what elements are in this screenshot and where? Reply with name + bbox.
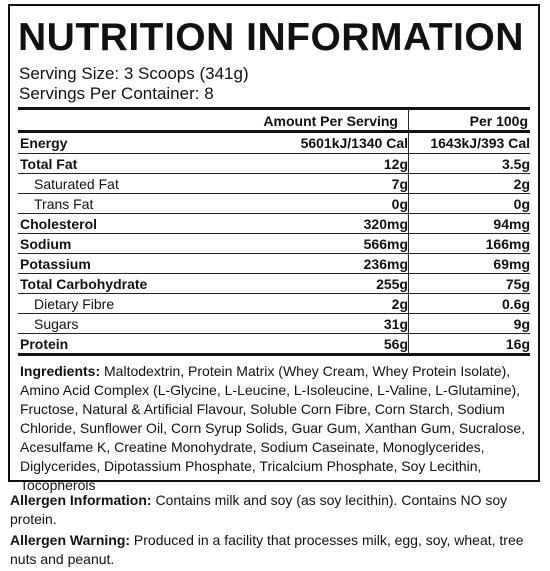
row-value-per-serving: 12g bbox=[383, 156, 408, 172]
allergen-warning bbox=[10, 531, 535, 569]
ingredients-label: Ingredients: bbox=[20, 363, 101, 379]
allergen-information-text: Contains milk and soy (as soy lecithin). Contains NO soy protein. bbox=[10, 492, 508, 527]
table-row bbox=[18, 173, 530, 193]
serving-size: Serving Size: 3 Scoops (341g) bbox=[19, 64, 249, 83]
row-value-per-serving: 0g bbox=[391, 196, 408, 212]
row-label: Sugars bbox=[34, 316, 79, 332]
servings-per-container: Servings Per Container: 8 bbox=[19, 84, 214, 103]
row-value-per-serving: 5601kJ/1340 Cal bbox=[300, 135, 408, 151]
allergen-information-label: Allergen Information: bbox=[10, 492, 152, 508]
table-row bbox=[18, 213, 530, 233]
row-label: Sodium bbox=[20, 236, 72, 252]
table-row bbox=[18, 153, 530, 173]
table-bottom-rule bbox=[18, 353, 530, 356]
row-value-per-serving: 566mg bbox=[363, 236, 408, 252]
table-row bbox=[18, 233, 530, 253]
panel-title: NUTRITION INFORMATION bbox=[18, 16, 524, 59]
row-label: Cholesterol bbox=[20, 216, 98, 232]
allergen-warning-text: Produced in a facility that processes milk, egg, soy, wheat, tree nuts and peanut. bbox=[10, 532, 524, 567]
row-value-per-100g: 2g bbox=[513, 176, 530, 192]
row-value-per-100g: 16g bbox=[505, 336, 530, 352]
row-label: Energy bbox=[20, 135, 68, 151]
row-value-per-100g: 69mg bbox=[493, 256, 530, 272]
row-value-per-100g: 94mg bbox=[493, 216, 530, 232]
column-header-per-serving: Amount Per Serving bbox=[263, 113, 398, 129]
table-row bbox=[18, 253, 530, 273]
table-row bbox=[18, 193, 530, 213]
column-header-per-100g: Per 100g bbox=[469, 113, 528, 129]
row-value-per-100g: 9g bbox=[513, 316, 530, 332]
ingredients-list: Maltodextrin, Protein Matrix (Whey Cream, Whey Protein Isolate), Amino Acid Complex (L-Glycine, L-Leucine, L-Isoleucine, L-Valine, L-Glutamine), Fructose, Natural & Artificial Flavour, Soluble Corn Fibre, Corn Starch, Sodium Chloride, Sunflower Oil, Corn Syrup Solids, Guar Gum, Xanthan Gum, Sucralose, Acesulfame K, Creatine Monohydrate, Sodium Caseinate, Monoglycerides, Diglycerides, Dipotassium Phosphate, Tricalcium Phosphate, Soy Lecithin, Tocopherols bbox=[20, 363, 525, 493]
row-label: Potassium bbox=[20, 256, 91, 272]
table-row bbox=[18, 313, 530, 333]
row-value-per-100g: 3.5g bbox=[501, 156, 530, 172]
table-row bbox=[18, 293, 530, 313]
allergen-warning-label: Allergen Warning: bbox=[10, 532, 131, 548]
nutrition-panel bbox=[8, 4, 540, 493]
row-value-per-serving: 7g bbox=[391, 176, 408, 192]
ingredients-text bbox=[20, 362, 532, 495]
row-value-per-serving: 255g bbox=[376, 276, 408, 292]
row-value-per-serving: 56g bbox=[383, 336, 408, 352]
row-label: Trans Fat bbox=[34, 196, 94, 212]
row-value-per-100g: 75g bbox=[505, 276, 530, 292]
row-label: Total Carbohydrate bbox=[20, 276, 148, 292]
row-label: Dietary Fibre bbox=[34, 296, 115, 312]
row-label: Saturated Fat bbox=[34, 176, 119, 192]
allergen-information bbox=[10, 491, 535, 529]
row-label: Protein bbox=[20, 336, 69, 352]
row-value-per-serving: 31g bbox=[383, 316, 408, 332]
row-value-per-serving: 2g bbox=[391, 296, 408, 312]
header-rule bbox=[18, 107, 530, 110]
table-row bbox=[18, 273, 530, 293]
row-value-per-100g: 1643kJ/393 Cal bbox=[430, 135, 530, 151]
row-label: Total Fat bbox=[20, 156, 78, 172]
row-value-per-100g: 166mg bbox=[485, 236, 530, 252]
table-row bbox=[18, 333, 530, 353]
row-value-per-100g: 0g bbox=[513, 196, 530, 212]
row-value-per-serving: 320mg bbox=[363, 216, 408, 232]
row-value-per-100g: 0.6g bbox=[501, 296, 530, 312]
table-row bbox=[18, 133, 530, 153]
row-value-per-serving: 236mg bbox=[363, 256, 408, 272]
